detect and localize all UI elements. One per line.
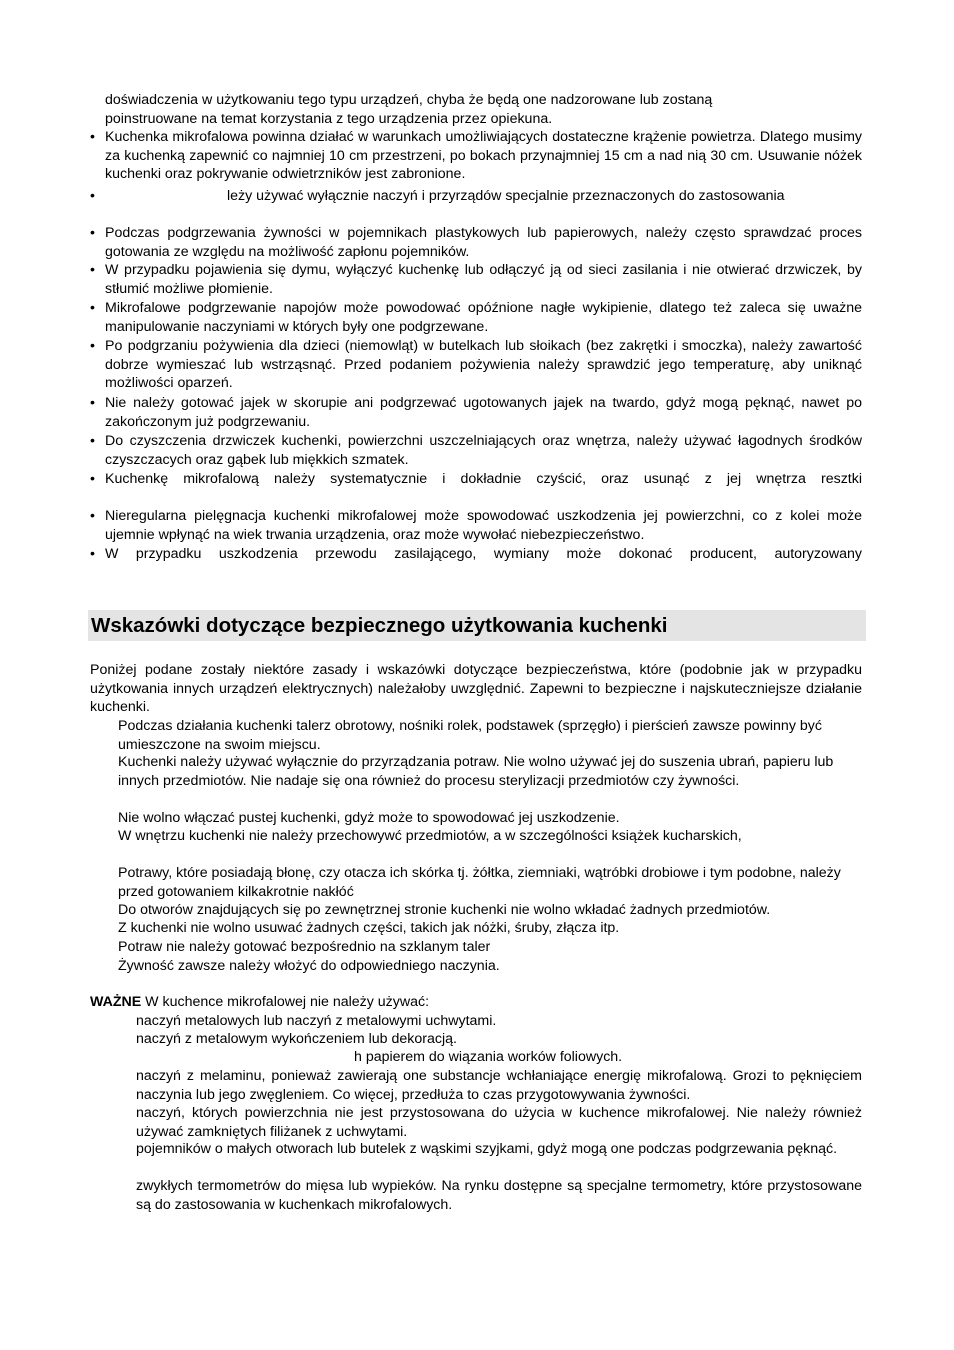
bullet-text: W przypadku uszkodzenia przewodu zasilającego, wymiany może dokonać producent, autoryzowany	[105, 546, 862, 562]
bullet-symbol: •	[90, 262, 95, 278]
bullet-item	[90, 128, 862, 184]
tip-item: Żywność zawsze należy włożyć do odpowiedniego naczynia.	[118, 958, 500, 974]
tip-item: Z kuchenki nie wolno usuwać żadnych części, takich jak nóżki, śruby, złącza itp.	[118, 920, 620, 936]
section-heading-text: Wskazówki dotyczące bezpiecznego użytkowania kuchenki	[91, 614, 668, 637]
bullet-text: Kuchenkę mikrofalową należy systematycznie i dokładnie czyścić, oraz usunąć z jej wnętrza resztki	[105, 471, 862, 487]
bullet-symbol: •	[90, 338, 95, 354]
bullet-item	[90, 224, 862, 261]
bullet-symbol: •	[90, 300, 95, 316]
important-list-item: naczyń z melaminu, ponieważ zawierają one substancje wchłaniające energię mikrofalową. Grozi to pęknięciem naczynia lub jego zwęgleniem. Co więcej, przedłuża to czas przygotowywania żywności.	[136, 1068, 862, 1103]
important-list-item: naczyń, których powierzchnia nie jest przystosowana do użycia w kuchence mikrofalowej. Nie należy również używać zamkniętych filiżanek z uchwytami.	[136, 1105, 862, 1140]
bullet-text: leży używać wyłącznie naczyń i przyrządów specjalnie przeznaczonych do zastosowania	[227, 188, 785, 204]
important-note	[90, 993, 862, 1012]
section-heading	[88, 610, 866, 641]
continuation-line-1: doświadczenia w użytkowaniu tego typu urządzeń, chyba że będą one nadzorowane lub zostaną	[105, 92, 713, 108]
important-list-item: zwykłych termometrów do mięsa lub wypieków. Na rynku dostępne są specjalne termometry, które przystosowane są do zastosowania w kuchenkach mikrofalowych.	[136, 1178, 862, 1213]
bullet-item	[90, 394, 862, 431]
bullet-symbol: •	[90, 508, 95, 524]
bullet-item	[90, 470, 862, 489]
bullet-symbol: •	[90, 225, 95, 241]
important-list-item: naczyń metalowych lub naczyń z metalowymi uchwytami.	[136, 1013, 497, 1029]
bullet-symbol: •	[90, 546, 95, 562]
continuation-text	[105, 91, 862, 128]
bullet-text: Podczas podgrzewania żywności w pojemnikach plastykowych lub papierowych, należy często sprawdzać proces gotowania ze względu na możliwość zapłonu pojemników.	[105, 225, 862, 260]
bullet-item	[90, 432, 862, 469]
tip-item: Do otworów znajdujących się po zewnętrznej stronie kuchenki nie wolno wkładać żadnych przedmiotów.	[118, 902, 771, 918]
important-label: WAŻNE	[90, 994, 142, 1010]
bullet-text: Po podgrzaniu pożywienia dla dzieci (niemowląt) w butelkach lub słoikach (bez zakrętki i smoczka), należy zawartość dobrze wymieszać lub wstrząsnąć. Przed podaniem pożywienia należy sprawdzić jego temperaturę, aby uniknąć możliwości oparzeń.	[105, 338, 862, 392]
tip-item: Kuchenki należy używać wyłącznie do przyrządzania potraw. Nie wolno używać jej do suszenia ubrań, papieru lub innych przedmiotów. Nie nadaje się ona również do procesu sterylizacji przedmiotów czy żywności.	[118, 754, 834, 789]
bullet-item	[90, 545, 862, 564]
tip-item: Podczas działania kuchenki talerz obrotowy, nośniki rolek, podstawek (sprzęgło) i pierścień zawsze powinny być umieszczone na swoim miejscu.	[118, 718, 822, 753]
important-list-item: pojemników o małych otworach lub butelek z wąskimi szyjkami, gdyż mogą one podczas podgrzewania pęknąć.	[136, 1141, 838, 1157]
bullet-text: Kuchenka mikrofalowa powinna działać w warunkach umożliwiających dostateczne krążenie powietrza. Dlatego musimy za kuchenką zapewnić co najmniej 10 cm przestrzeni, po bokach przynajmniej 15 cm a nad nią 30 cm. Usuwanie nóżek kuchenki oraz pokrywanie odwietrzników jest zabronione.	[105, 129, 862, 183]
bullet-symbol: •	[90, 433, 95, 449]
bullet-item	[90, 337, 862, 393]
important-list-item: h papierem do wiązania worków foliowych.	[354, 1049, 623, 1065]
tip-item: Potrawy, które posiadają błonę, czy otacza ich skórka tj. żółtka, ziemniaki, wątróbki drobiowe i tym podobne, należy przed gotowaniem kilkakrotnie nakłóć	[118, 865, 841, 900]
important-text: W kuchence mikrofalowej nie należy używać:	[141, 994, 430, 1010]
bullet-text: Nieregularna pielęgnacja kuchenki mikrofalowej może spowodować uszkodzenia jej powierzchni, co z kolei może ujemnie wpłynąć na wiek trwania urządzenia, oraz może wywołać niebezpieczeństwo.	[105, 508, 862, 543]
bullet-item	[90, 261, 862, 298]
bullet-text: Nie należy gotować jajek w skorupie ani podgrzewać ugotowanych jajek na twardo, gdyż mogą pęknąć, nawet po zakończonym już podgrzewaniu.	[105, 395, 862, 430]
bullet-symbol: •	[90, 188, 95, 204]
tip-item: Potraw nie należy gotować bezpośrednio na szklanym taler	[118, 939, 491, 955]
bullet-symbol: •	[90, 471, 95, 487]
tip-item: Nie wolno włączać pustej kuchenki, gdyż może to spowodować jej uszkodzenie.	[118, 810, 620, 826]
intro-paragraph: Poniżej podane zostały niektóre zasady i wskazówki dotyczące bezpieczeństwa, które (podobnie jak w przypadku użytkowania innych urządzeń elektrycznych) należałoby uwzględnić. Zapewni to bezpieczne i najskuteczniejsze działanie kuchenki.	[90, 662, 862, 716]
bullet-text: Mikrofalowe podgrzewanie napojów może powodować opóźnione nagłe wykipienie, dlatego też zaleca się uważne manipulowanie naczyniami w których były one podgrzewane.	[105, 300, 862, 335]
bullet-item	[90, 299, 862, 336]
bullet-item	[90, 187, 862, 206]
bullet-text: W przypadku pojawienia się dymu, wyłączyć kuchenkę lub odłączyć ją od sieci zasilania i nie otwierać drzwiczek, by stłumić możliwe płomienie.	[105, 262, 862, 297]
important-list-item: naczyń z metalowym wykończeniem lub dekoracją.	[136, 1031, 457, 1047]
bullet-item	[90, 507, 862, 544]
bullet-symbol: •	[90, 395, 95, 411]
bullet-symbol: •	[90, 129, 95, 145]
bullet-text: Do czyszczenia drzwiczek kuchenki, powierzchni uszczelniających oraz wnętrza, należy używać łagodnych środków czyszczacych oraz gąbek lub miękkich szmatek.	[105, 433, 862, 468]
tip-item: W wnętrzu kuchenki nie należy przechowywć przedmiotów, a w szczególności książek kucharskich,	[118, 828, 742, 844]
continuation-line-2: poinstruowane na temat korzystania z tego urządzenia przez opiekuna.	[105, 110, 553, 127]
